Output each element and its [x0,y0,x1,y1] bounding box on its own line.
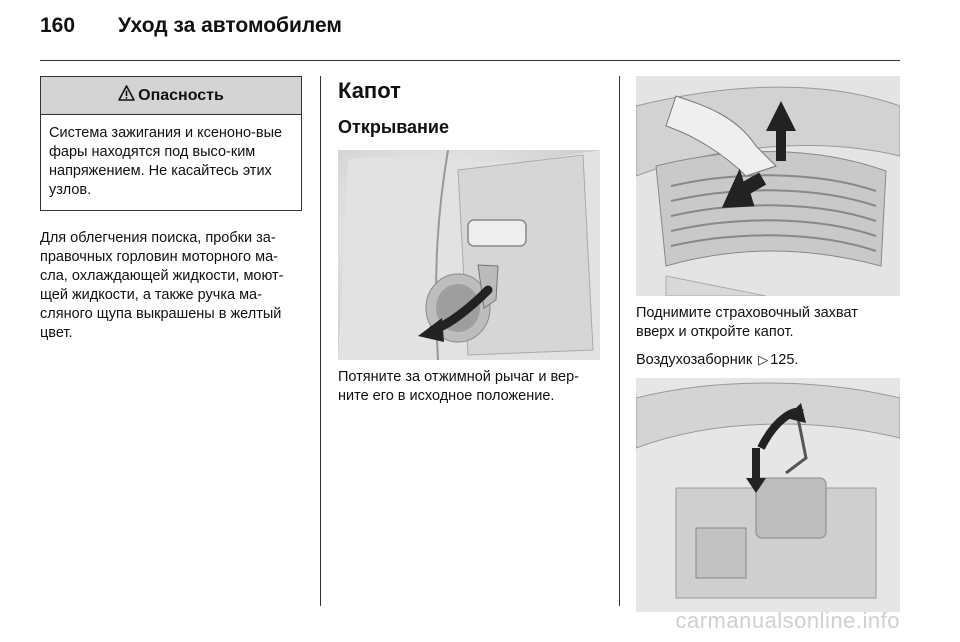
page-number: 160 [40,14,76,37]
safety-catch-illustration [636,76,900,296]
air-intake-label: Воздухозаборник [636,352,753,368]
column-divider-1 [320,76,321,606]
air-intake-page-ref[interactable]: 125. [770,352,799,368]
column-1 [40,76,302,343]
warning-title: Опасность [138,86,224,104]
warning-box [40,76,302,211]
column-2 [338,76,606,406]
safety-catch-caption: Поднимите страховочный захват вверх и откройте капот. [636,305,858,340]
header-divider [40,60,900,61]
hood-support-rod-illustration [636,378,900,612]
warning-header [41,77,301,115]
warning-text: Система зажигания и ксеноно-вые фары находятся под высо-ким напряжением. Не касайтесь этих узлов. [49,125,283,198]
watermark: carmanualsonline.info [675,608,900,633]
subtitle-opening: Открывание [338,117,449,137]
color-coding-paragraph: Для облегчения поиска, пробки за-правочных горловин моторного ма-сла, охлаждающей жидкости, моют-щей жидкости, а также ручка ма-сляного щупа выкрашены в желтый цвет. [40,230,284,341]
section-title-hood: Капот [338,78,401,103]
air-intake-reference [636,350,900,370]
page-header [40,14,342,46]
hood-release-lever-illustration [338,150,600,360]
page-reference-icon[interactable]: ▷ [758,352,769,367]
column-3 [636,76,900,612]
warning-triangle-icon [118,85,135,106]
column-divider-2 [619,76,620,606]
release-lever-caption: Потяните за отжимной рычаг и вер-ните его в исходное положение. [338,369,579,404]
page-title: Уход за автомобилем [118,14,342,37]
